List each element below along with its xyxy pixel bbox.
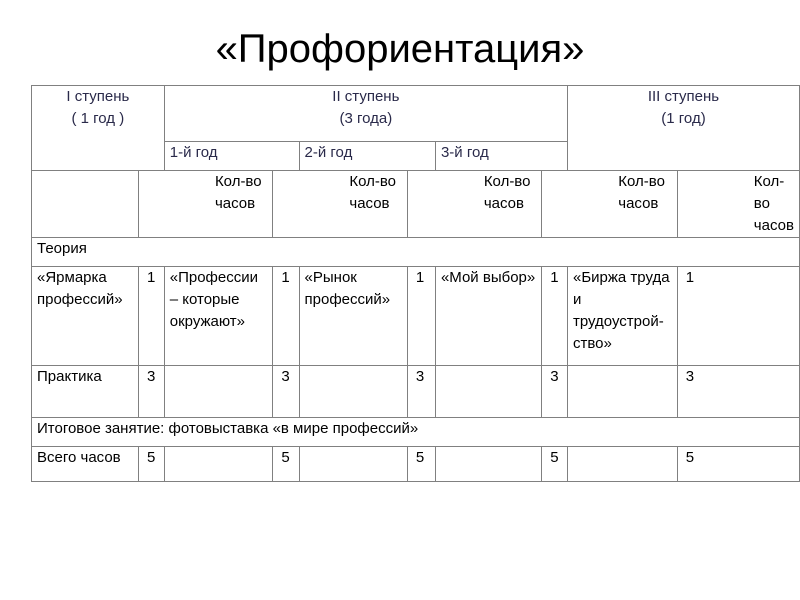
total-label: Всего часов: [32, 447, 139, 482]
practice-hours-4: 3: [542, 366, 568, 418]
total-hours-2: 5: [273, 447, 299, 482]
total-row: [32, 447, 800, 482]
topic-1-name: «Ярмарка профессий»: [32, 267, 139, 366]
stage1-header: [32, 86, 165, 171]
stage2-label: II ступень: [332, 88, 400, 105]
final-lesson-row: [32, 418, 800, 447]
stage2-header: [164, 86, 567, 142]
topic-4-name: «Мой выбор»: [435, 267, 541, 366]
theory-row: [32, 238, 800, 267]
stage1-duration: ( 1 год ): [71, 110, 125, 127]
hours-header-2: Кол-во часов: [273, 171, 407, 238]
topic-3-hours: 1: [407, 267, 435, 366]
total-hours-3: 5: [407, 447, 435, 482]
page-title: «Профориентация»: [215, 27, 585, 71]
total-hours-5: 5: [677, 447, 799, 482]
theory-label: Теория: [32, 238, 800, 267]
practice-label: Практика: [32, 366, 139, 418]
stage2-duration: (3 года): [339, 110, 393, 127]
practice-hours-2: 3: [273, 366, 299, 418]
program-table: [31, 85, 800, 482]
topic-1-hours: 1: [138, 267, 164, 366]
total-hours-1: 5: [138, 447, 164, 482]
topic-2-hours: 1: [273, 267, 299, 366]
practice-hours-3: 3: [407, 366, 435, 418]
hours-header-5: Кол-во часов: [677, 171, 799, 238]
practice-hours-1: 3: [138, 366, 164, 418]
stage3-header: [567, 86, 799, 171]
hours-header-1: Кол-во часов: [138, 171, 272, 238]
total-hours-4: 5: [542, 447, 568, 482]
stage3-label: III ступень: [647, 88, 720, 105]
practice-row: [32, 366, 800, 418]
practice-hours-5: 3: [677, 366, 799, 418]
topic-4-hours: 1: [542, 267, 568, 366]
year-1-header: 1-й год: [164, 142, 299, 171]
year-3-header: 3-й год: [435, 142, 567, 171]
topic-5-hours: 1: [677, 267, 799, 366]
final-lesson: Итоговое занятие: фотовыставка «в мире профессий»: [32, 418, 800, 447]
stage-header-row: [32, 86, 800, 142]
topic-2-name: «Профессии – которые окружают»: [164, 267, 273, 366]
topic-3-name: «Рынок профессий»: [299, 267, 407, 366]
hours-header-3: Кол-во часов: [407, 171, 541, 238]
hours-header-4: Кол-во часов: [542, 171, 678, 238]
stage3-duration: (1 год): [661, 110, 706, 127]
year-2-header: 2-й год: [299, 142, 435, 171]
hours-header-row: [32, 171, 800, 238]
stage1-label: I ступень: [66, 88, 130, 105]
topics-row: [32, 267, 800, 366]
topic-5-name: «Биржа труда и трудоустрой-ство»: [567, 267, 677, 366]
